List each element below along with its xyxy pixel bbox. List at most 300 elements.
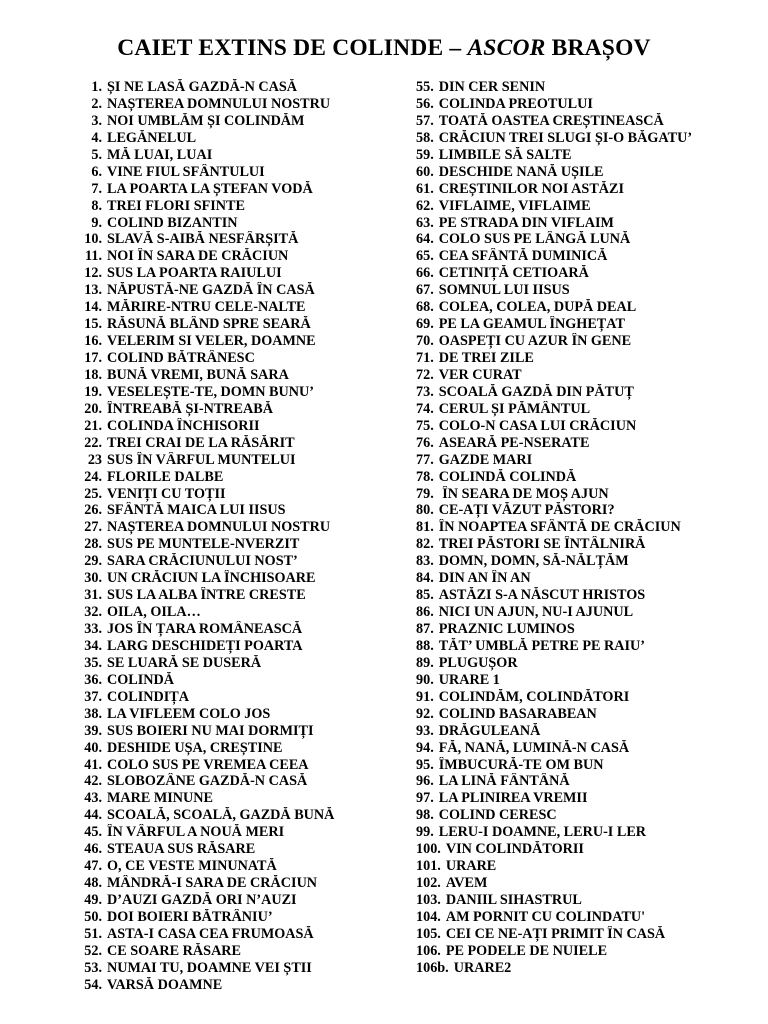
carol-number: 102. [416, 875, 441, 892]
carol-title: MĂ LUAI, LUAI [107, 146, 213, 163]
carol-number: 95. [416, 756, 434, 773]
carol-title: LA POARTA LA ȘTEFAN VODĂ [107, 180, 313, 197]
carol-number: 54. [84, 976, 102, 993]
carol-title: LEGĂNELUL [107, 129, 197, 146]
carol-number: 106b. [416, 959, 449, 976]
carol-entry [76, 299, 416, 316]
carol-entry [416, 333, 756, 350]
carol-entry [416, 265, 756, 282]
carol-entry [416, 621, 756, 638]
carol-number: 69. [416, 316, 434, 333]
carol-title: COLINDA ÎNCHISORII [107, 417, 260, 434]
carol-number: 97. [416, 790, 434, 807]
carol-entry [416, 231, 756, 248]
carol-number: 103. [416, 892, 441, 908]
carol-title: AM PORNIT CU COLINDATU' [445, 908, 646, 925]
carol-entry [76, 452, 416, 469]
carol-entry [76, 384, 416, 401]
carol-entry [76, 909, 416, 926]
carol-title: SOMNUL LUI IISUS [438, 282, 570, 299]
carol-entry [76, 553, 416, 570]
carol-number: 98. [416, 807, 434, 824]
carol-title: RĂSUNĂ BLÂND SPRE SEARĂ [107, 316, 311, 333]
carol-entry [416, 418, 756, 435]
carol-number: 26. [84, 502, 102, 519]
carol-number: 15. [84, 316, 102, 333]
carol-number: 90. [416, 671, 434, 688]
carol-number: 20. [84, 400, 102, 417]
carol-title: COLEA, COLEA, DUPĂ DEAL [438, 299, 637, 316]
carol-number: 47. [84, 858, 102, 875]
carol-number: 101. [416, 858, 441, 875]
carol-entry [416, 486, 756, 503]
carol-title: CEA SFÂNTĂ DUMINICĂ [438, 248, 608, 265]
carol-number: 73. [416, 383, 434, 400]
carol-title: SUS LA ALBA ÎNTRE CRESTE [107, 587, 306, 604]
carol-title: SUS ÎN VÂRFUL MUNTELUI [107, 451, 296, 468]
carol-title: VIFLAIME, VIFLAIME [438, 197, 591, 214]
carol-title: TREI FLORI SFINTE [107, 197, 245, 214]
carol-title: FĂ, NANĂ, LUMINĂ-N CASĂ [438, 739, 630, 756]
carol-number: 91. [416, 688, 434, 705]
carol-number: 21. [84, 417, 102, 434]
carol-number: 67. [416, 282, 434, 299]
carol-entry [416, 892, 756, 909]
carol-entry [416, 215, 756, 232]
carol-entry [416, 553, 756, 570]
carol-entry [416, 282, 756, 299]
carol-number: 8. [91, 197, 102, 214]
carol-number: 2. [91, 95, 102, 112]
carol-number: 27. [84, 519, 102, 536]
carol-number: 36. [84, 671, 102, 688]
carol-title: COLIND CERESC [438, 807, 557, 824]
carol-entry [416, 384, 756, 401]
carol-number: 89. [416, 654, 434, 671]
carol-entry [76, 570, 416, 587]
carol-number: 40. [84, 739, 102, 756]
carol-title: BUNĂ VREMI, BUNĂ SARA [107, 366, 289, 383]
carol-number: 34. [84, 637, 102, 654]
carol-title: LIMBILE SĂ SALTE [438, 146, 572, 163]
carol-number: 3. [91, 112, 102, 129]
carol-title: SUS BOIERI NU MAI DORMIȚI [107, 722, 314, 739]
carol-entry [416, 926, 756, 943]
carol-number: 66. [416, 265, 434, 282]
carol-entry [76, 215, 416, 232]
carol-number: 59. [416, 146, 434, 163]
carol-number: 87. [416, 621, 434, 637]
carol-number: 88. [416, 637, 434, 654]
carol-entry [76, 706, 416, 723]
carol-number: 35. [84, 654, 102, 671]
carol-entry [416, 502, 756, 519]
carol-title: COLINDA PREOTULUI [438, 95, 593, 112]
carol-entry [416, 824, 756, 841]
carol-title: STEAUA SUS RĂSARE [107, 841, 256, 858]
carol-entry [416, 452, 756, 469]
carol-title: SLAVĂ S-AIBĂ NESFÂRȘITĂ [107, 231, 299, 248]
carol-title: COLINDIȚA [107, 688, 189, 705]
carol-title: LA VIFLEEM COLO JOS [107, 705, 271, 722]
carol-entry [416, 790, 756, 807]
carol-number: 12. [84, 265, 102, 282]
carol-title: PE PODELE DE NUIELE [445, 942, 608, 959]
carol-title: CETINIȚĂ CETIOARĂ [438, 265, 589, 282]
carol-entry [416, 757, 756, 774]
carol-title: MÂNDRĂ-I SARA DE CRĂCIUN [107, 875, 318, 892]
carol-title: TOATĂ OASTEA CREȘTINEASCĂ [438, 112, 664, 129]
carol-number: 42. [84, 773, 102, 790]
carol-entry [76, 977, 416, 994]
carol-entry [76, 638, 416, 655]
carol-number: 56. [416, 95, 434, 112]
carol-number: 83. [416, 553, 434, 570]
carol-number: 78. [416, 468, 434, 485]
carol-entry [76, 418, 416, 435]
carol-entry [76, 96, 416, 113]
title-italic: ASCOR [467, 35, 546, 61]
carol-title: PRAZNIC LUMINOS [438, 621, 575, 637]
carol-entry [76, 231, 416, 248]
carol-number: 37. [84, 688, 102, 705]
carol-entry [76, 181, 416, 198]
carol-title: COLINDĂ COLINDĂ [438, 468, 577, 485]
carol-entry [416, 807, 756, 824]
carol-title: DOMN, DOMN, SĂ-NĂLȚĂM [438, 553, 629, 570]
carol-entry [76, 773, 416, 790]
carol-title: CEI CE NE-AȚI PRIMIT ÎN CASĂ [445, 925, 666, 942]
carol-title: VENIȚI CU TOȚII [107, 485, 226, 502]
carol-entry [416, 113, 756, 130]
carol-title: DOI BOIERI BĂTRÂNIU’ [107, 908, 273, 925]
carol-entry [76, 248, 416, 265]
carol-entry [416, 723, 756, 740]
document-title [0, 35, 768, 62]
carol-number: 32. [84, 604, 102, 621]
carol-entry [76, 892, 416, 909]
carol-title: COLIND BIZANTIN [107, 214, 238, 231]
carol-title: TREI PĂSTORI SE ÎNTÂLNIRĂ [438, 536, 646, 553]
carol-number: 28. [84, 536, 102, 553]
carol-number: 57. [416, 112, 434, 129]
carol-title: VELERIM SI VELER, DOAMNE [107, 333, 316, 350]
carol-number: 74. [416, 400, 434, 417]
carol-title: ÎN VÂRFUL A NOUĂ MERI [107, 824, 285, 841]
carol-entry [416, 604, 756, 621]
carol-title: LA LINĂ FÂNTÂNĂ [438, 773, 570, 790]
carol-title: ÎNTREABĂ ȘI-NTREABĂ [107, 400, 273, 417]
carol-number: 30. [84, 570, 102, 587]
carol-entry [76, 486, 416, 503]
carol-entry [416, 536, 756, 553]
carol-entry [76, 367, 416, 384]
carol-number: 72. [416, 366, 434, 383]
carol-title: FLORILE DALBE [107, 468, 224, 485]
carol-entry [76, 282, 416, 299]
carol-title: LARG DESCHIDEȚI POARTA [107, 637, 303, 654]
carol-title: DESHIDE UȘA, CREȘTINE [107, 739, 283, 756]
carol-number: 18. [84, 366, 102, 383]
carol-title: NĂPUSTĂ-NE GAZDĂ ÎN CASĂ [107, 282, 315, 299]
carol-entry [76, 807, 416, 824]
carol-title: ASEARĂ PE-NSERATE [438, 434, 590, 451]
carol-entry [416, 875, 756, 892]
carol-title: AVEM [445, 875, 488, 892]
carol-entry [416, 316, 756, 333]
carol-number: 53. [84, 959, 102, 976]
carol-entry [416, 570, 756, 587]
carol-title: UN CRĂCIUN LA ÎNCHISOARE [107, 570, 316, 587]
carol-entry [416, 638, 756, 655]
carol-number: 92. [416, 705, 434, 722]
carol-entry [76, 841, 416, 858]
carol-number: 46. [84, 841, 102, 858]
carol-entry [76, 435, 416, 452]
carol-number: 14. [84, 299, 102, 316]
carol-number: 85. [416, 587, 434, 604]
carol-title: VINE FIUL SFÂNTULUI [107, 163, 265, 180]
carol-number: 77. [416, 451, 434, 468]
carol-number: 33. [84, 621, 102, 637]
carol-entry [416, 147, 756, 164]
carol-number: 22. [84, 434, 102, 451]
carol-title: MĂRIRE-NTRU CELE-NALTE [107, 299, 306, 316]
carol-entry [76, 164, 416, 181]
carol-entry [76, 672, 416, 689]
carol-title: MARE MINUNE [107, 790, 214, 807]
carol-entry [76, 265, 416, 282]
carol-title: SARA CRĂCIUNULUI NOST’ [107, 553, 298, 570]
carol-number: 16. [84, 333, 102, 350]
title-city: BRAȘOV [545, 35, 651, 61]
carol-title: NOI ÎN SARA DE CRĂCIUN [107, 248, 289, 265]
carol-title: DE TREI ZILE [438, 350, 534, 366]
carol-number: 13. [84, 282, 102, 299]
carol-number: 29. [84, 553, 102, 570]
carol-number: 9. [91, 214, 102, 231]
carol-number: 11. [85, 248, 102, 265]
carol-number: 61. [416, 180, 434, 197]
carol-number: 48. [84, 875, 102, 892]
carol-number: 105. [416, 925, 441, 942]
carol-title: VESELEȘTE-TE, DOMN BUNU’ [107, 383, 314, 400]
carol-number: 99. [416, 824, 434, 841]
carol-entry [416, 435, 756, 452]
carol-number: 79. [416, 485, 434, 502]
carol-title: SFÂNTĂ MAICA LUI IISUS [107, 502, 286, 519]
carol-entry [76, 723, 416, 740]
carol-number: 51. [84, 925, 102, 942]
carol-title: VARSĂ DOAMNE [107, 976, 223, 993]
carol-entry [76, 587, 416, 604]
carol-title: D’AUZI GAZDĂ ORI N’AUZI [107, 892, 297, 908]
carol-title: COLO SUS PE LÂNGĂ LUNĂ [438, 231, 631, 248]
carol-title: PE LA GEAMUL ÎNGHEȚAT [438, 316, 625, 333]
carol-title: CE-AȚI VĂZUT PĂSTORI? [438, 502, 615, 519]
carol-title: ÎN SEARA DE MOȘ AJUN [438, 485, 609, 502]
carol-list-left [76, 79, 416, 994]
carol-title: GAZDE MARI [438, 451, 533, 468]
carol-title: ASTĂZI S-A NĂSCUT HRISTOS [438, 587, 646, 604]
carol-number: 6. [91, 163, 102, 180]
carol-title: NAȘTEREA DOMNULUI NOSTRU [107, 95, 331, 112]
carol-title: LERU-I DOAMNE, LERU-I LER [438, 824, 647, 841]
carol-title: PE STRADA DIN VIFLAIM [438, 214, 614, 231]
carol-entry [76, 333, 416, 350]
carol-list-right [416, 79, 756, 977]
carol-title: DRĂGULEANĂ [438, 722, 541, 739]
carol-entry [416, 367, 756, 384]
carol-entry [416, 960, 756, 977]
carol-entry [76, 757, 416, 774]
carol-number: 49. [84, 892, 102, 908]
carol-entry [416, 672, 756, 689]
carol-title: TREI CRAI DE LA RĂSĂRIT [107, 434, 295, 451]
carol-title: SCOALĂ GAZDĂ DIN PĂTUȚ [438, 383, 634, 400]
carol-entry [416, 689, 756, 706]
carol-entry [416, 401, 756, 418]
carol-entry [416, 943, 756, 960]
carol-title: CE SOARE RĂSARE [107, 942, 242, 959]
carol-title: OILA, OILA… [107, 604, 201, 621]
carol-entry [76, 519, 416, 536]
carol-number: 106. [416, 942, 441, 959]
carol-entry [416, 198, 756, 215]
carol-entry [76, 130, 416, 147]
carol-entry [416, 841, 756, 858]
carol-title: COLIND BĂTRÂNESC [107, 350, 255, 366]
carol-number: 50. [84, 908, 102, 925]
carol-number: 31. [84, 587, 102, 604]
carol-number: 39. [84, 722, 102, 739]
carol-entry [76, 536, 416, 553]
carol-title: NICI UN AJUN, NU-I AJUNUL [438, 604, 634, 621]
carol-entry [416, 350, 756, 367]
carol-entry [76, 740, 416, 757]
carol-title: JOS ÎN ȚARA ROMÂNEASCĂ [107, 621, 303, 637]
carol-number: 19. [84, 383, 102, 400]
carol-number: 81. [416, 519, 434, 536]
carol-title: SLOBOZÂNE GAZDĂ-N CASĂ [107, 773, 308, 790]
carol-entry [416, 79, 756, 96]
carol-number: 10. [84, 231, 102, 248]
carol-title: DESCHIDE NANĂ UȘILE [438, 163, 604, 180]
carol-number: 70. [416, 333, 434, 350]
carol-entry [416, 181, 756, 198]
carol-number: 94. [416, 739, 434, 756]
carol-number: 24. [84, 468, 102, 485]
carol-title: PLUGUȘOR [438, 654, 518, 671]
carol-entry [76, 943, 416, 960]
carol-title: ÎN NOAPTEA SFÂNTĂ DE CRĂCIUN [438, 519, 681, 536]
carol-title: SE LUARĂ SE DUSERĂ [107, 654, 262, 671]
carol-number: 44. [84, 807, 102, 824]
carol-number: 76. [416, 434, 434, 451]
carol-entry [416, 469, 756, 486]
carol-title: VIN COLINDĂTORII [445, 841, 584, 858]
carol-title: OASPEȚI CU AZUR ÎN GENE [438, 333, 632, 350]
carol-title: ASTA-I CASA CEA FRUMOASĂ [107, 925, 314, 942]
carol-title: NOI UMBLĂM ȘI COLINDĂM [107, 112, 305, 129]
carol-entry [76, 790, 416, 807]
title-main: CAIET EXTINS DE COLINDE – [117, 35, 468, 61]
carol-entry [76, 655, 416, 672]
carol-number: 58. [416, 129, 434, 146]
carol-number: 25. [84, 485, 102, 502]
carol-number: 45. [84, 824, 102, 841]
carol-title: O, CE VESTE MINUNATĂ [107, 858, 277, 875]
carol-title: ȘI NE LASĂ GAZDĂ-N CASĂ [107, 79, 297, 95]
carol-entry [76, 113, 416, 130]
carol-title: SUS PE MUNTELE-NVERZIT [107, 536, 300, 553]
carol-number: 62. [416, 197, 434, 214]
carol-title: CERUL ȘI PĂMÂNTUL [438, 400, 591, 417]
carol-title: VER CURAT [438, 366, 522, 383]
carol-entry [76, 926, 416, 943]
carol-number: 104. [416, 908, 441, 925]
carol-number: 52. [84, 942, 102, 959]
carol-entry [76, 198, 416, 215]
carol-title: DIN AN ÎN AN [438, 570, 531, 587]
carol-entry [416, 858, 756, 875]
carol-number: 96. [416, 773, 434, 790]
carol-entry [76, 858, 416, 875]
carol-number: 38. [84, 705, 102, 722]
carol-entry [416, 96, 756, 113]
carol-entry [76, 469, 416, 486]
carol-number: 60. [416, 163, 434, 180]
carol-number: 64. [416, 231, 434, 248]
carol-title: DIN CER SENIN [438, 79, 546, 95]
carol-entry [76, 316, 416, 333]
carol-title: LA PLINIREA VREMII [438, 790, 588, 807]
carol-title: SCOALĂ, SCOALĂ, GAZDĂ BUNĂ [107, 807, 335, 824]
carol-title: COLINDĂM, COLINDĂTORI [438, 688, 630, 705]
carol-number: 4. [91, 129, 102, 146]
carol-entry [76, 875, 416, 892]
carol-entry [416, 519, 756, 536]
carol-title: URARE 1 [438, 671, 500, 688]
carol-entry [416, 248, 756, 265]
carol-number: 82. [416, 536, 434, 553]
carol-number: 17. [84, 350, 102, 366]
carol-entry [416, 706, 756, 723]
carol-number: 80. [416, 502, 434, 519]
carol-entry [416, 130, 756, 147]
carol-title: DANIIL SIHASTRUL [445, 892, 582, 908]
carol-number: 75. [416, 417, 434, 434]
carol-entry [416, 587, 756, 604]
carol-title: URARE [445, 858, 497, 875]
carol-title: SUS LA POARTA RAIULUI [107, 265, 282, 282]
carol-entry [76, 824, 416, 841]
carol-title: URARE2 [453, 959, 512, 976]
carol-number: 43. [84, 790, 102, 807]
carol-entry [76, 689, 416, 706]
carol-title: TĂT’ UMBLĂ PETRE PE RAIU’ [438, 637, 645, 654]
carol-entry [76, 502, 416, 519]
carol-entry [76, 621, 416, 638]
carol-entry [416, 773, 756, 790]
carol-title: NUMAI TU, DOAMNE VEI ȘTII [107, 959, 312, 976]
carol-title: CREȘTINILOR NOI ASTĂZI [438, 180, 625, 197]
carol-entry [76, 79, 416, 96]
carol-entry [76, 960, 416, 977]
carol-number: 65. [416, 248, 434, 265]
carol-entry [76, 350, 416, 367]
carol-number: 84. [416, 570, 434, 587]
